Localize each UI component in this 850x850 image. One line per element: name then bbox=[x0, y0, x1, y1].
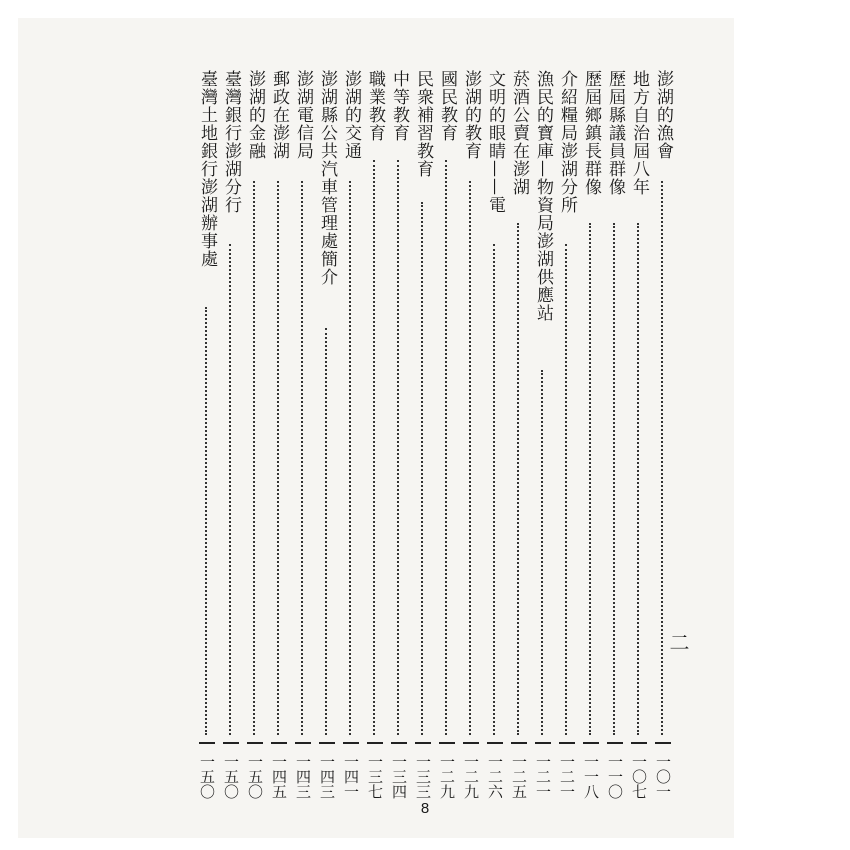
dot-leader bbox=[637, 223, 639, 735]
toc-entry[interactable] bbox=[437, 70, 457, 800]
toc-entry-page: 一一〇 bbox=[606, 754, 624, 799]
toc-entry-page: 一〇七 bbox=[630, 754, 648, 799]
toc-entry[interactable] bbox=[197, 70, 217, 800]
toc-entry-page: 一三四 bbox=[390, 754, 408, 799]
toc-entry[interactable] bbox=[533, 70, 553, 800]
toc-entry-title: 澎湖的交通 bbox=[341, 70, 361, 160]
toc-entry[interactable] bbox=[557, 70, 577, 800]
dot-leader bbox=[373, 160, 375, 735]
dot-leader bbox=[229, 244, 231, 735]
page-number-separator bbox=[535, 742, 551, 744]
toc-entry-page: 一五〇 bbox=[222, 754, 240, 799]
toc-entry[interactable] bbox=[269, 70, 289, 800]
dot-leader bbox=[301, 181, 303, 735]
table-of-contents bbox=[170, 70, 673, 800]
toc-entry[interactable] bbox=[389, 70, 409, 800]
page-number-separator bbox=[511, 742, 527, 744]
dot-leader bbox=[445, 160, 447, 735]
dot-leader bbox=[541, 370, 543, 735]
toc-entry-page: 一二一 bbox=[558, 754, 576, 799]
toc-entry[interactable] bbox=[461, 70, 481, 800]
toc-entry-title: 民衆補習教育 bbox=[413, 70, 433, 178]
toc-entry-page: 一二五 bbox=[510, 754, 528, 799]
page-number-separator bbox=[199, 742, 215, 744]
page-number-separator bbox=[343, 742, 359, 744]
page-number-separator bbox=[319, 742, 335, 744]
page-number-separator bbox=[583, 742, 599, 744]
dot-leader bbox=[469, 181, 471, 735]
toc-entry[interactable] bbox=[341, 70, 361, 800]
toc-entry-page: 一三三 bbox=[414, 754, 432, 799]
toc-entry[interactable] bbox=[581, 70, 601, 800]
toc-entry[interactable] bbox=[293, 70, 313, 800]
page-number-separator bbox=[415, 742, 431, 744]
toc-entry-title: 中等教育 bbox=[389, 70, 409, 142]
dot-leader bbox=[325, 328, 327, 735]
dot-leader bbox=[565, 244, 567, 735]
toc-entry-page: 一二九 bbox=[438, 754, 456, 799]
toc-entry-page: 一二一 bbox=[534, 754, 552, 799]
page-number-separator bbox=[439, 742, 455, 744]
toc-entry[interactable] bbox=[605, 70, 625, 800]
toc-entry[interactable] bbox=[509, 70, 529, 800]
toc-entry-title: 臺灣銀行澎湖分行 bbox=[221, 70, 241, 214]
dot-leader bbox=[349, 181, 351, 735]
toc-entry-page: 一四三 bbox=[294, 754, 312, 799]
toc-entry[interactable] bbox=[653, 70, 673, 800]
page-number-separator bbox=[247, 742, 263, 744]
page-number-separator bbox=[367, 742, 383, 744]
toc-entry-page: 一三七 bbox=[366, 754, 384, 799]
toc-entry-title: 歷屆縣議員群像 bbox=[605, 70, 625, 196]
page-number-separator bbox=[223, 742, 239, 744]
toc-entry-title: 國民教育 bbox=[437, 70, 457, 142]
page-number-separator bbox=[607, 742, 623, 744]
dot-leader bbox=[397, 160, 399, 735]
toc-entry-title: 歷屆鄉鎮長群像 bbox=[581, 70, 601, 196]
toc-entry-title: 澎湖電信局 bbox=[293, 70, 313, 160]
page-number: 8 bbox=[420, 800, 430, 817]
toc-entry-page: 一二六 bbox=[486, 754, 504, 799]
side-page-mark: 二 bbox=[666, 632, 690, 652]
toc-entry[interactable] bbox=[629, 70, 649, 800]
toc-entry-title: 菸酒公賣在澎湖 bbox=[509, 70, 529, 196]
toc-entry-page: 一四一 bbox=[342, 754, 360, 799]
toc-entry[interactable] bbox=[245, 70, 265, 800]
dot-leader bbox=[277, 181, 279, 735]
toc-entry-title: 郵政在澎湖 bbox=[269, 70, 289, 160]
dot-leader bbox=[613, 223, 615, 735]
page-number-separator bbox=[631, 742, 647, 744]
toc-entry-title: 澎湖的漁會 bbox=[653, 70, 673, 160]
toc-entry-page: 一四五 bbox=[270, 754, 288, 799]
toc-entry-page: 一二九 bbox=[462, 754, 480, 799]
toc-entry[interactable] bbox=[485, 70, 505, 800]
page-number-separator bbox=[655, 742, 671, 744]
toc-entry-page: 一一八 bbox=[582, 754, 600, 799]
dot-leader bbox=[205, 307, 207, 735]
toc-entry-page: 一五〇 bbox=[246, 754, 264, 799]
toc-entry-page: 一〇一 bbox=[654, 754, 672, 799]
toc-entry-page: 一五〇 bbox=[198, 754, 216, 799]
dot-leader bbox=[253, 181, 255, 735]
toc-entry[interactable] bbox=[221, 70, 241, 800]
toc-entry-title: 臺灣土地銀行澎湖辦事處 bbox=[197, 70, 217, 268]
toc-entry-page: 一四三 bbox=[318, 754, 336, 799]
toc-entry-title: 澎湖的金融 bbox=[245, 70, 265, 160]
page-number-separator bbox=[463, 742, 479, 744]
toc-entry[interactable] bbox=[365, 70, 385, 800]
dot-leader bbox=[493, 244, 495, 735]
toc-entry-title: 文明的眼睛——電 bbox=[485, 70, 505, 214]
toc-entry-title: 澎湖的教育 bbox=[461, 70, 481, 160]
page-number-separator bbox=[487, 742, 503, 744]
toc-entry-title: 介紹糧局澎湖分所 bbox=[557, 70, 577, 214]
toc-entry-title: 澎湖縣公共汽車管理處簡介 bbox=[317, 70, 337, 286]
toc-entry-title: 地方自治屆八年 bbox=[629, 70, 649, 196]
page-number-separator bbox=[271, 742, 287, 744]
toc-entry-title: 漁民的寶庫—物資局澎湖供應站 bbox=[533, 70, 553, 322]
dot-leader bbox=[421, 202, 423, 735]
page-number-separator bbox=[391, 742, 407, 744]
toc-entry-title: 職業教育 bbox=[365, 70, 385, 142]
toc-entry[interactable] bbox=[413, 70, 433, 800]
dot-leader bbox=[589, 223, 591, 735]
dot-leader bbox=[661, 181, 663, 735]
toc-entry[interactable] bbox=[317, 70, 337, 800]
dot-leader bbox=[517, 223, 519, 735]
page-number-separator bbox=[295, 742, 311, 744]
page-number-separator bbox=[559, 742, 575, 744]
